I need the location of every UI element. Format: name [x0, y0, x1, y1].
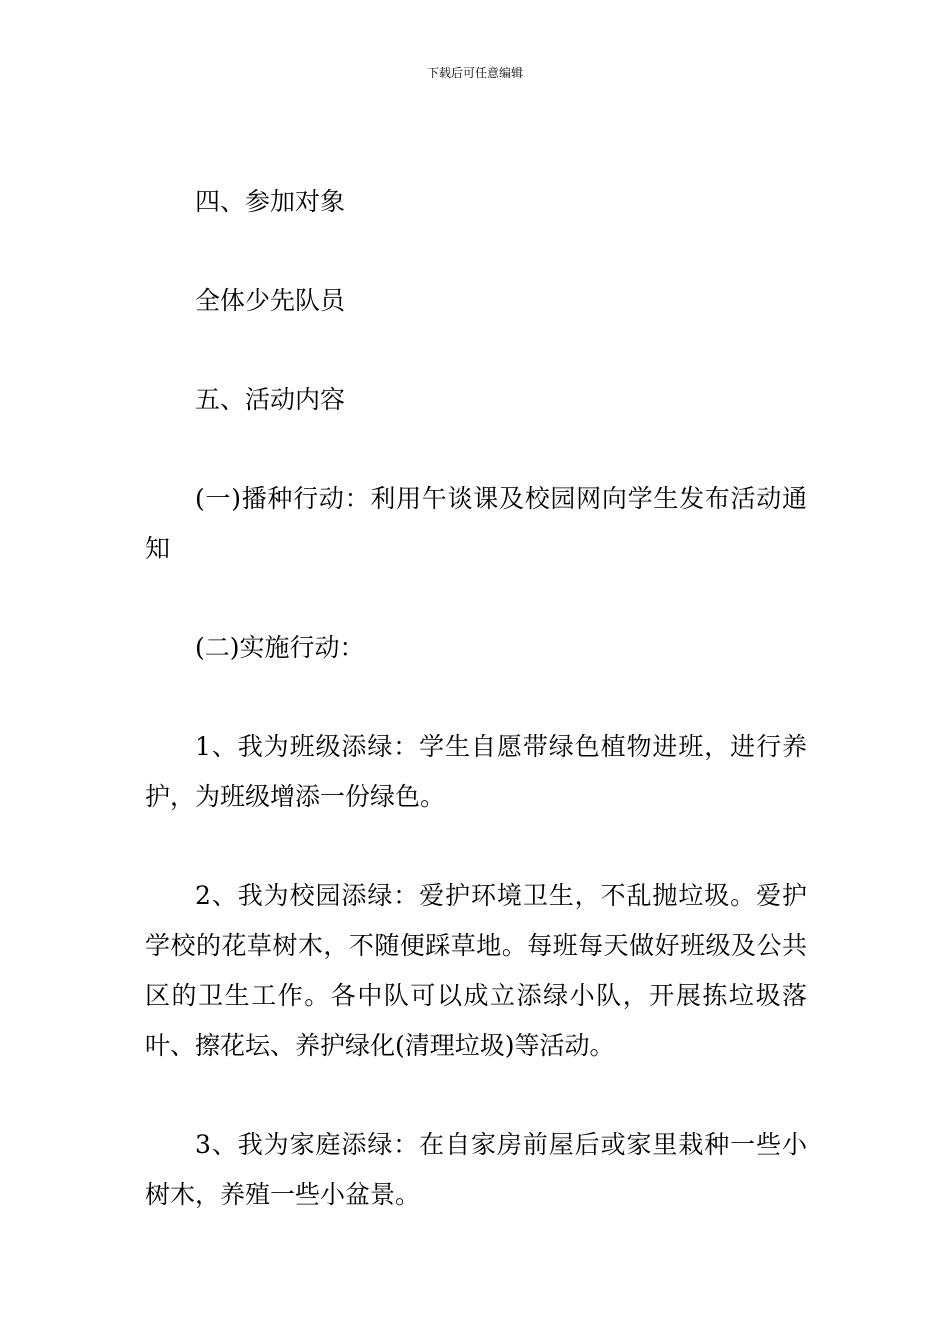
paragraph-spacer [145, 425, 807, 474]
paragraph-spacer [145, 673, 807, 722]
section-heading-participants: 四、参加对象 [195, 187, 346, 216]
activity-item-sowing: (一)播种行动：利用午谈课及校园网向学生发布活动通知 [145, 484, 807, 563]
page-header: 下载后可任意编辑 [426, 66, 523, 80]
document-body [145, 177, 807, 1220]
sub-item-campus-greening: 2、我为校园添绿：爱护环境卫生，不乱抛垃圾。爱护学校的花草树木，不随便踩草地。每班每天做好班级及公共区的卫生工作。各中队可以成立添绿小队，开展拣垃圾落叶、擦花坛、养护绿化(清理垃圾)等活动。 [145, 881, 807, 1060]
sub-item-home-greening: 3、我为家庭添绿：在自家房前屋后或家里栽种一些小树木，养殖一些小盆景。 [145, 1130, 807, 1209]
paragraph-spacer [145, 822, 807, 871]
paragraph-spacer [145, 1071, 807, 1120]
paragraph-spacer [145, 326, 807, 375]
activity-item-implementation: (二)实施行动： [195, 633, 365, 662]
section-heading-activities: 五、活动内容 [195, 385, 346, 414]
sub-item-class-greening: 1、我为班级添绿：学生自愿带绿色植物进班，进行养护，为班级增添一份绿色。 [145, 732, 807, 811]
paragraph-spacer [145, 574, 807, 623]
paragraph-spacer [145, 227, 807, 276]
participants-text: 全体少先队员 [195, 286, 346, 315]
